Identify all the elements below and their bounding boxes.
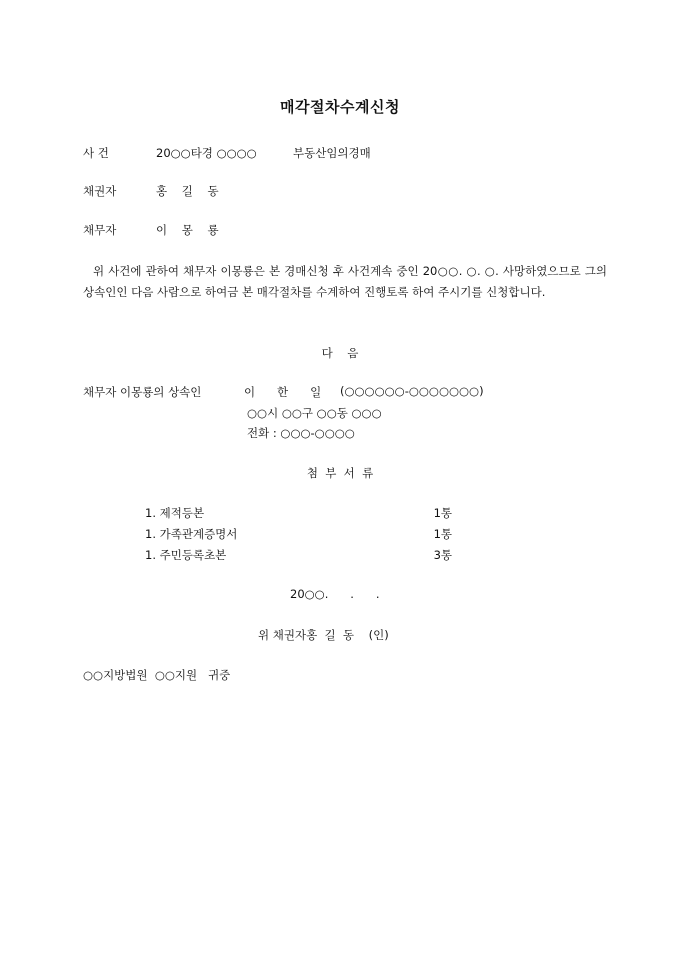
debtor-label: 채무자 <box>83 223 117 237</box>
attachment-count: 3통 <box>433 548 452 562</box>
attachment-item: 1. 가족관계증명서 <box>145 527 238 541</box>
document-title: 매각절차수계신청 <box>280 98 400 116</box>
heir-address: ○○시 ○○구 ○○동 ○○○ <box>247 406 382 420</box>
creditor-name: 홍 길 동 <box>156 184 219 198</box>
attachment-item: 1. 주민등록초본 <box>145 548 227 562</box>
creditor-label: 채권자 <box>83 184 117 198</box>
attachment-item: 1. 제적등본 <box>145 506 205 520</box>
attachment-count: 1통 <box>433 527 452 541</box>
attachment-count: 1통 <box>433 506 452 520</box>
case-name: 부동산임의경매 <box>293 146 371 160</box>
signature-line: 위 채권자홍 길 동 (인) <box>258 628 389 642</box>
attachments-heading: 첨 부 서 류 <box>306 466 374 480</box>
case-number: 20○○타경 ○○○○ <box>156 146 257 160</box>
heir-phone: 전화 : ○○○-○○○○ <box>247 426 355 440</box>
heir-name: 이 한 일 <box>244 385 322 399</box>
heir-rrn: (○○○○○○-○○○○○○○) <box>340 384 484 398</box>
document-date: 20○○. . . <box>290 587 380 601</box>
case-label: 사 건 <box>83 146 109 160</box>
heir-label: 채무자 이몽룡의 상속인 <box>83 385 202 399</box>
debtor-name: 이 몽 룡 <box>156 223 219 237</box>
next-heading: 다 음 <box>321 346 359 360</box>
court-addressee: ○○지방법원 ○○지원 귀중 <box>83 668 231 682</box>
request-body: 위 사건에 관하여 채무자 이몽룡은 본 경매신청 후 사건계속 중인 20○○. ○. ○. 사망하였으므로 그의 상속인인 다음 사람으로 하여금 본 매각절차를 수계하여 진행토록 하여 주시기를 신청합니다. <box>83 264 607 299</box>
